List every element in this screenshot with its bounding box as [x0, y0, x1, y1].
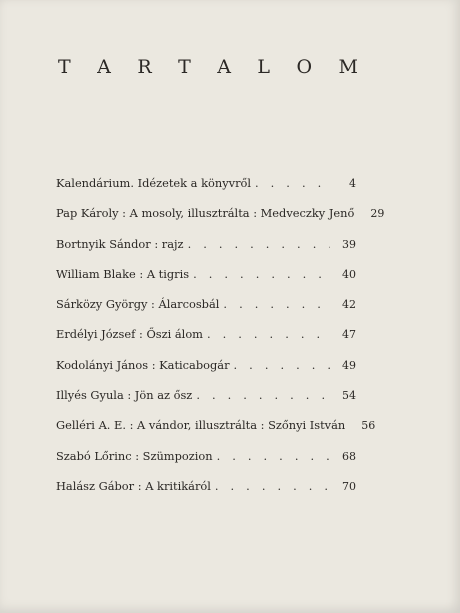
toc-entry-page: 42: [342, 298, 356, 312]
toc-entry-title: Pap Károly : A mosoly, illusztrálta : Medveczky Jenő: [56, 206, 355, 221]
toc-entry-page: 47: [342, 328, 356, 342]
toc-entry: [56, 388, 356, 418]
toc-entry: [56, 418, 376, 448]
toc-entry-page: 40: [342, 267, 356, 281]
toc-entry-title: Kodolányi János : Katicabogár: [56, 357, 230, 372]
dot-leader: [223, 297, 330, 311]
toc-entry: [56, 297, 356, 327]
dot-leader: [207, 327, 330, 341]
title-letter: A: [97, 56, 111, 78]
toc-entry-title: Illyés Gyula : Jön az ősz: [56, 388, 193, 403]
toc-entry-page: 39: [342, 237, 356, 251]
toc-entry: [56, 449, 356, 479]
toc-entry-page: 56: [361, 419, 376, 433]
page-title: [58, 56, 358, 78]
toc-entry: [56, 206, 385, 236]
dot-leader: [193, 267, 330, 281]
toc-entry: [56, 479, 356, 509]
toc-entry-page: 29: [370, 207, 385, 221]
table-of-contents: [56, 176, 385, 509]
dot-leader: [196, 388, 330, 402]
toc-entry: [56, 176, 356, 206]
toc-entry-title: Erdélyi József : Őszi álom: [56, 327, 203, 342]
title-letter: O: [296, 56, 313, 78]
toc-entry-title: William Blake : A tigris: [56, 266, 190, 281]
toc-entry-title: Bortnyik Sándor : rajz: [56, 236, 184, 251]
toc-entry: [56, 237, 356, 267]
dot-leader: [188, 237, 330, 251]
title-letter: A: [217, 56, 231, 78]
title-letter: R: [137, 56, 152, 78]
dot-leader: [217, 449, 330, 463]
title-letter: T: [58, 56, 71, 78]
dot-leader: [234, 358, 330, 372]
toc-entry-page: 68: [342, 449, 356, 463]
toc-entry-page: 49: [342, 358, 356, 372]
toc-entry: [56, 327, 356, 357]
toc-entry: [56, 358, 356, 388]
toc-entry-page: 70: [342, 479, 356, 493]
toc-entry-title: Szabó Lőrinc : Szümpozion: [56, 448, 213, 463]
title-letter: T: [178, 56, 191, 78]
toc-entry-page: 54: [342, 389, 356, 403]
toc-entry-page: 4: [349, 177, 356, 190]
toc-entry: [56, 267, 356, 297]
toc-entry-title: Gelléri A. E. : A vándor, illusztrálta : Szőnyi István: [56, 418, 346, 433]
toc-entry-title: Kalendárium. Idézetek a könyvről: [56, 176, 252, 190]
title-letter: M: [338, 56, 358, 78]
dot-leader: [215, 479, 330, 493]
toc-entry-title: Sárközy György : Álarcosbál: [56, 297, 220, 312]
toc-entry-title: Halász Gábor : A kritikáról: [56, 478, 211, 493]
dot-leader: [255, 176, 330, 190]
title-letter: L: [257, 56, 271, 78]
